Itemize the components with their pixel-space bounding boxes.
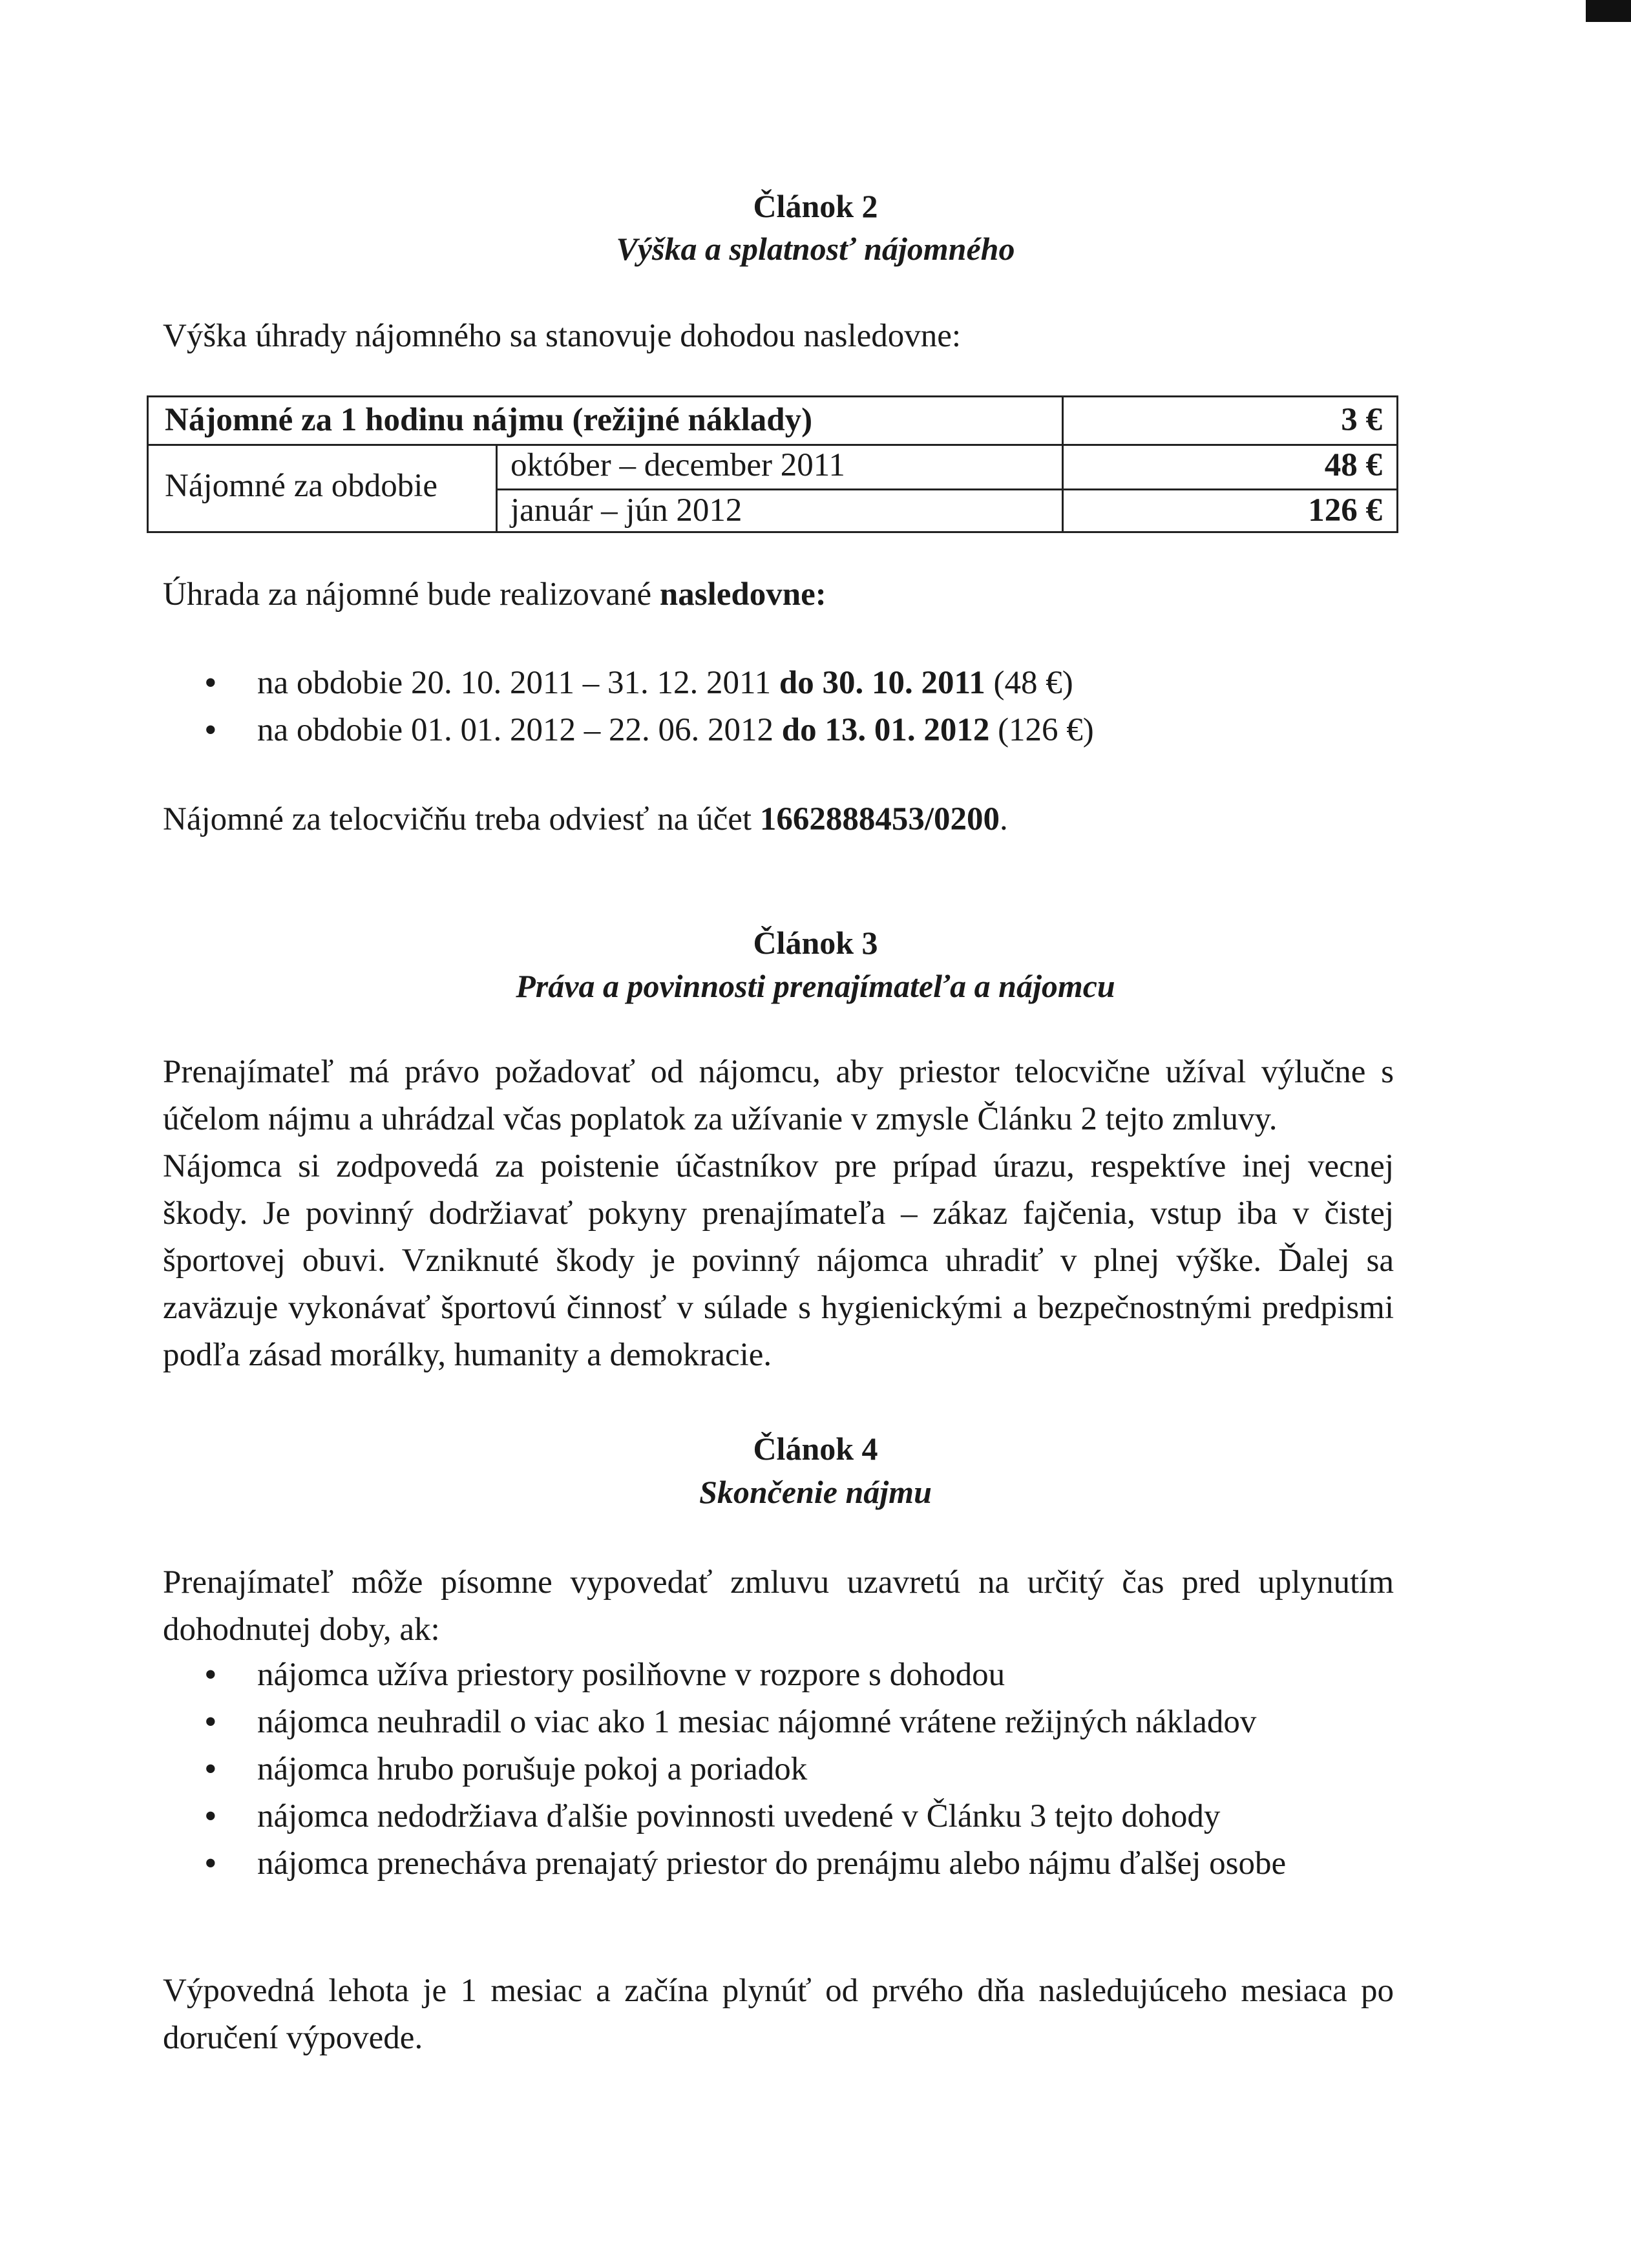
- period-rent-label: Nájomné za obdobie: [165, 468, 438, 504]
- termination-conditions-list: [163, 1652, 1394, 1887]
- termination-condition: • nájomca užíva priestory posilňovne v rozpore s dohodou: [163, 1652, 1394, 1699]
- scan-edge-mark: [1586, 0, 1631, 22]
- account-number: 1662888453/0200: [759, 801, 1000, 837]
- payment-item: [163, 707, 1394, 754]
- payment-period: na obdobie 20. 10. 2011 – 31. 12. 2011: [257, 665, 779, 701]
- period-2-label: január – jún 2012: [510, 492, 742, 529]
- payment-amount: (126 €): [989, 712, 1094, 748]
- termination-condition: • nájomca hrubo porušuje pokoj a poriadok: [163, 1746, 1394, 1793]
- notice-period-text: Výpovedná lehota je 1 mesiac a začína plynúť od prvého dňa nasledujúceho mesiaca po doručení výpovede.: [163, 1973, 1394, 2056]
- table-rule: [1062, 397, 1064, 531]
- article-4-title: Skončenie nájmu: [699, 1474, 932, 1510]
- hourly-rent-value: 3 €: [1341, 402, 1382, 438]
- account-text: Nájomné za telocvičňu treba odviesť na účet: [163, 801, 760, 837]
- termination-condition: • nájomca prenecháva prenajatý priestor do prenájmu alebo nájmu ďalšej osobe: [163, 1840, 1394, 1887]
- article-3-number: Článok 3: [753, 925, 878, 961]
- table-rule: [149, 444, 1396, 446]
- article-4-number: Článok 4: [753, 1431, 878, 1467]
- table-rule: [496, 444, 498, 531]
- payment-deadline: do 30. 10. 2011: [779, 665, 985, 701]
- article-3-body: [163, 1049, 1394, 1379]
- payment-item: [163, 660, 1394, 707]
- payment-period: na obdobie 01. 01. 2012 – 22. 06. 2012: [257, 712, 782, 748]
- payment-amount: (48 €): [985, 665, 1073, 701]
- termination-condition: • nájomca neuhradil o viac ako 1 mesiac nájomné vrátene režijných nákladov: [163, 1699, 1394, 1746]
- payment-intro-bold: nasledovne:: [659, 576, 826, 613]
- period-2-value: 126 €: [1308, 492, 1382, 529]
- account-end: .: [1000, 801, 1008, 837]
- payment-deadline: do 13. 01. 2012: [781, 712, 990, 748]
- article-3-paragraph-2: Nájomca si zodpovedá za poistenie účastníkov pre prípad úrazu, respektíve inej vecnej škody. Je povinný dodržiavať pokyny prenajímateľa – zákaz fajčenia, vstup iba v čistej športovej obuvi. Vzniknuté škody je povinný nájomca uhradiť v plnej výške. Ďalej sa zaväzuje vykonávať športovú činnosť v súlade s hygienickými a bezpečnostnými predpismi podľa zásad morálky, humanity a demokracie.: [163, 1148, 1394, 1373]
- payment-intro-text: Úhrada za nájomné bude realizované: [163, 576, 660, 613]
- table-rule: [496, 488, 1396, 490]
- article-4-intro: [163, 1559, 1394, 1654]
- article-4-intro-text: Prenajímateľ môže písomne vypovedať zmluvu uzavretú na určitý čas pred uplynutím dohodnutej doby, ak:: [163, 1564, 1394, 1648]
- notice-period: [163, 1968, 1394, 2062]
- period-1-value: 48 €: [1324, 447, 1382, 483]
- article-2-title: Výška a splatnosť nájomného: [616, 231, 1015, 267]
- article-2-intro: Výška úhrady nájomného sa stanovuje dohodou nasledovne:: [163, 318, 962, 354]
- account-line: [163, 796, 1008, 843]
- termination-condition: • nájomca nedodržiava ďalšie povinnosti uvedené v Článku 3 tejto dohody: [163, 1793, 1394, 1840]
- payment-schedule-list: [163, 660, 1394, 754]
- article-3-paragraph-1: Prenajímateľ má právo požadovať od nájomcu, aby priestor telocvične užíval výlučne s účelom nájmu a uhrádzal včas poplatok za užívanie v zmysle Článku 2 tejto zmluvy.: [163, 1054, 1394, 1137]
- payment-intro: [163, 571, 826, 618]
- period-1-label: október – december 2011: [510, 447, 845, 483]
- article-3-title: Práva a povinnosti prenajímateľa a nájomcu: [516, 968, 1115, 1004]
- article-2-number: Článok 2: [753, 188, 878, 224]
- rent-table: [147, 395, 1398, 533]
- hourly-rent-label: Nájomné za 1 hodinu nájmu (režijné náklady): [165, 402, 813, 438]
